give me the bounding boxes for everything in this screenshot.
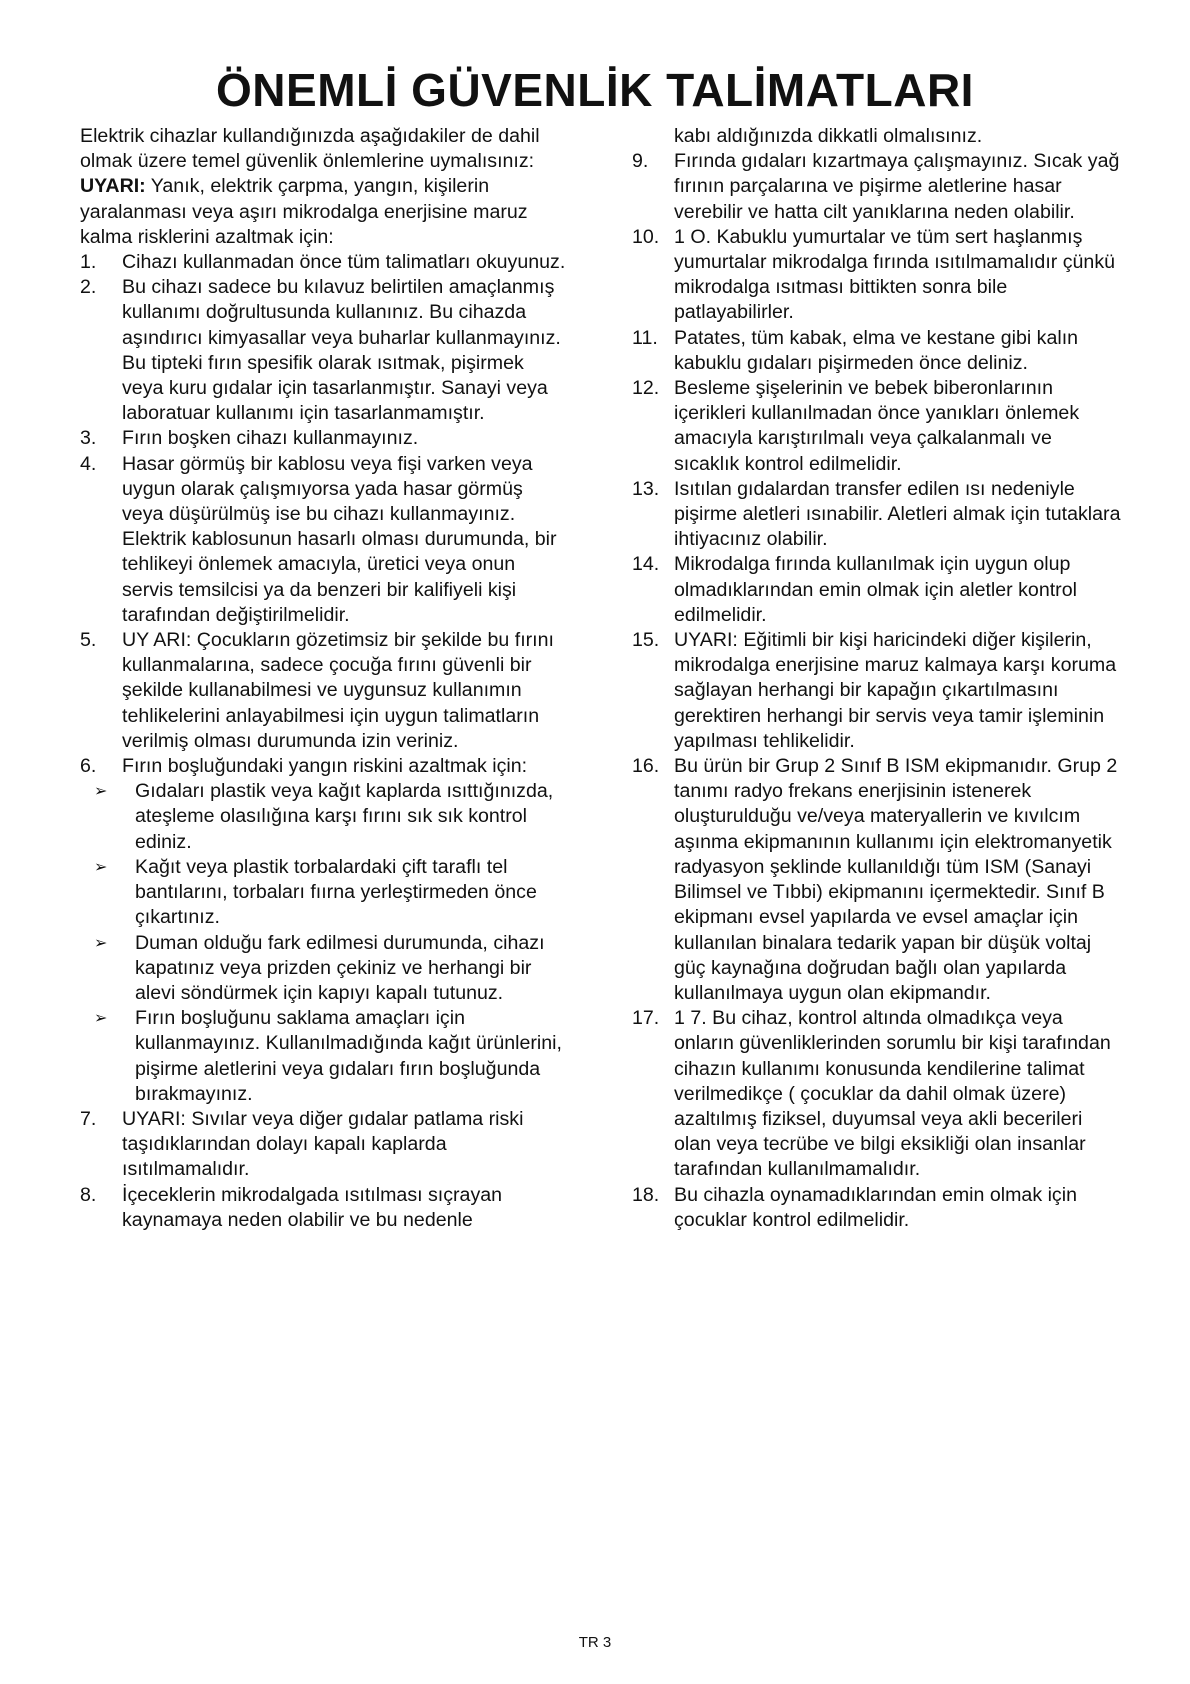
item-text: UYARI: Eğitimli bir kişi haricindeki diğer kişilerin, mikrodalga enerjisine maruz kalmaya karşı koruma sağlayan herhangi bir kapağın çıkartılmasını gerektiren herhangi bir servis veya tamir işleminin yapılması tehlikelidir. [674,629,1117,752]
arrow-bullet-icon: ➢ [94,1010,108,1028]
item-text: Bu ürün bir Grup 2 Sınıf B ISM ekipmanıdır. Grup 2 tanımı radyo frekans enerjisinin istenerek oluşturulduğu ve/veya materyallerin ve kıvılcım aşınma ekipmanının kullanımı için elektromanyetik radyasyon şeklinde kullanıldığı tüm ISM (Sanayi Bilimsel ve Tıbbi) ekipmanını içermektedir. Sınıf B ekipmanı evsel yapılarda ve evsel amaçlar için kullanılan binalara tedarik yapan bir düşük voltaj güç kaynağına doğrudan bağlı olan yapılarda kullanılmaya uygun olan ekipmandır. [674,755,1118,1004]
item-text: Hasar görmüş bir kablosu veya fişi varken veya uygun olarak çalışmıyorsa yada hasar görmüş veya düşürülmüş ise bu cihazı kullanmayınız. Elektrik kablosunun hasarlı olması durumunda, bir tehlikeyi önlemek amacıyla, üretici veya onun servis temsilcisi ya da benzeri bir kalifiyeli kişi tarafından değiştirilmelidir. [122,452,557,626]
item-number: 7. [80,1107,97,1130]
bullet-item [80,855,568,931]
left-column [80,124,568,1233]
item-text: İçeceklerin mikrodalgada ısıtılması sıçrayan kaynamaya neden olabilir ve bu nedenle [122,1183,503,1231]
bullet-text: Duman olduğu fark edilmesi durumunda, cihazı kapatınız veya prizden çekiniz ve herhangi bir alevi söndürmek için kapıyı kapalı tutunuz. [135,931,545,1004]
item-text: Fırında gıdaları kızartmaya çalışmayınız. Sıcak yağ fırının parçalarına ve pişirme aletlerine hasar verebilir ve hatta cilt yanıklarına neden olabilir. [674,150,1120,223]
item-number: 11. [632,326,658,349]
list-item-4 [80,452,568,628]
item-number: 16. [632,755,660,778]
bullet-text: Kağıt veya plastik torbalardaki çift taraflı tel bantılarını, torbaları fıırna yerleştirmeden önce çıkartınız. [135,855,537,929]
item-8-continuation: kabı aldığınızda dikkatli olmalısınız. [674,125,983,147]
list-item-11 [632,326,1122,376]
list-item-8 [80,1183,568,1233]
list-item-16 [632,754,1122,1006]
page-number: TR 3 [578,1634,612,1651]
list-item-17 [632,1006,1122,1182]
list-item-10 [632,225,1122,326]
item-number: 4. [80,452,97,475]
item-text: Fırın boşluğundaki yangın riskini azaltmak için: [122,755,528,778]
item-text: 1 O. Kabuklu yumurtalar ve tüm sert haşlanmış yumurtalar mikrodalga fırında ısıtılmamalıdır çünkü mikrodalga ısıtması bittikten sonra bile patlayabilirler. [674,225,1116,324]
warning-paragraph [80,174,568,250]
item-text: Isıtılan gıdalardan transfer edilen ısı nedeniyle pişirme aletleri ısınabilir. Aletleri almak için tutaklara ihtiyacınız olabilir. [674,477,1121,551]
list-item-15 [632,628,1122,754]
item-number: 18. [632,1183,660,1206]
list-item-6 [80,754,568,779]
item-number: 17. [632,1007,660,1030]
item-text: UYARI: Sıvılar veya diğer gıdalar patlama riski taşıdıklarından dolayı kapalı kaplarda ısıtılmamalıdır. [122,1107,524,1181]
item-text: Mikrodalga fırında kullanılmak için uygun olup olmadıklarından emin olmak için aletler kontrol edilmelidir. [674,553,1077,626]
page-title: ÖNEMLİ GÜVENLİK TALİMATLARI [216,64,974,116]
list-item-7 [80,1107,568,1183]
bullet-item [80,779,568,855]
list-item-5 [80,628,568,754]
list-item-18 [632,1183,1122,1233]
item-number: 15. [632,629,660,652]
item-number: 8. [80,1183,97,1206]
arrow-bullet-icon: ➢ [94,858,108,876]
item-text: Patates, tüm kabak, elma ve kestane gibi kalın kabuklu gıdaları pişirmeden önce deliniz. [674,326,1079,374]
bullet-item [80,1006,568,1107]
warning-text: Yanık, elektrik çarpma, yangın, kişilerin yaralanması veya aşırı mikrodalga enerjisine maruz kalma risklerini azaltmak için: [80,175,528,248]
list-item-2 [80,275,568,426]
list-item-14 [632,552,1122,628]
item-number: 12. [632,377,660,400]
item-number: 10. [632,225,660,248]
item-number: 13. [632,477,660,500]
list-item-9 [632,149,1122,225]
item-number: 14. [632,553,660,576]
item-number: 6. [80,755,97,778]
item-number: 9. [632,150,649,173]
arrow-bullet-icon: ➢ [94,783,108,801]
item-text: 1 7. Bu cihaz, kontrol altında olmadıkça veya onların güvenliklerinden sorumlu bir kişi tarafından cihazın kullanımı konusunda kendilerine talimat verilmedikçe ( çocuklar da dahil olmak üzere) azaltılmış fiziksel, duyumsal veya akli becerileri olan veya tecrübe ve bilgi eksikliği olan insanlar tarafından kullanılmamalıdır. [674,1007,1111,1181]
item-text: Bu cihazla oynamadıklarından emin olmak için çocuklar kontrol edilmelidir. [674,1183,1077,1231]
bullet-text: Fırın boşluğunu saklama amaçları için kullanmayınız. Kullanılmadığında kağıt ürünlerini, pişirme aletlerini veya gıdaları fırın boşluğunda bırakmayınız. [135,1007,562,1105]
item-text: Fırın boşken cihazı kullanmayınız. [122,427,419,450]
item-text: Bu cihazı sadece bu kılavuz belirtilen amaçlanmış kullanımı doğrultusunda kullanınız. Bu cihazda aşındırıcı kimyasallar veya buharlar kullanmayınız. Bu tipteki fırın spesifik olarak ısıtmak, pişirmek veya kuru gıdalar için tasarlanmıştır. Sanayi veya laboratuar kullanımı için tasarlanmamıştır. [122,276,561,425]
list-item-3 [80,426,568,451]
list-item-13 [632,477,1122,553]
warning-label: UYARI: [80,175,146,198]
item-text: Cihazı kullanmadan önce tüm talimatları okuyunuz. [122,251,566,274]
bullet-item [80,931,568,1007]
item-text: Besleme şişelerinin ve bebek biberonlarının içerikleri kullanılmadan önce yanıkları önlemek amacıyla karıştırılmalı veya çalkalanmalı ve sıcaklık kontrol edilmelidir. [674,377,1080,475]
bullet-text: Gıdaları plastik veya kağıt kaplarda ısıttığınızda, ateşleme olasılığına karşı fırını sık sık kontrol ediniz. [135,780,554,853]
item-number: 1. [80,251,97,274]
intro-paragraph: Elektrik cihazlar kullandığınızda aşağıdakiler de dahil olmak üzere temel güvenlik önlemlerine uymalısınız: [80,125,540,173]
item-number: 2. [80,276,97,299]
arrow-bullet-icon: ➢ [94,934,108,952]
list-item-1 [80,250,568,275]
list-item-12 [632,376,1122,477]
right-column [632,124,1122,1233]
item-number: 3. [80,427,97,450]
item-text: UY ARI: Çocukların gözetimsiz bir şekilde bu fırını kullanmalarına, sadece çocuğa fırını güvenli bir şekilde kullanabilmesi ve uygunsuz kullanımın tehlikelerini anlayabilmesi için uygun talimatların verilmiş olması durumunda izin veriniz. [122,629,554,752]
item-number: 5. [80,629,97,652]
